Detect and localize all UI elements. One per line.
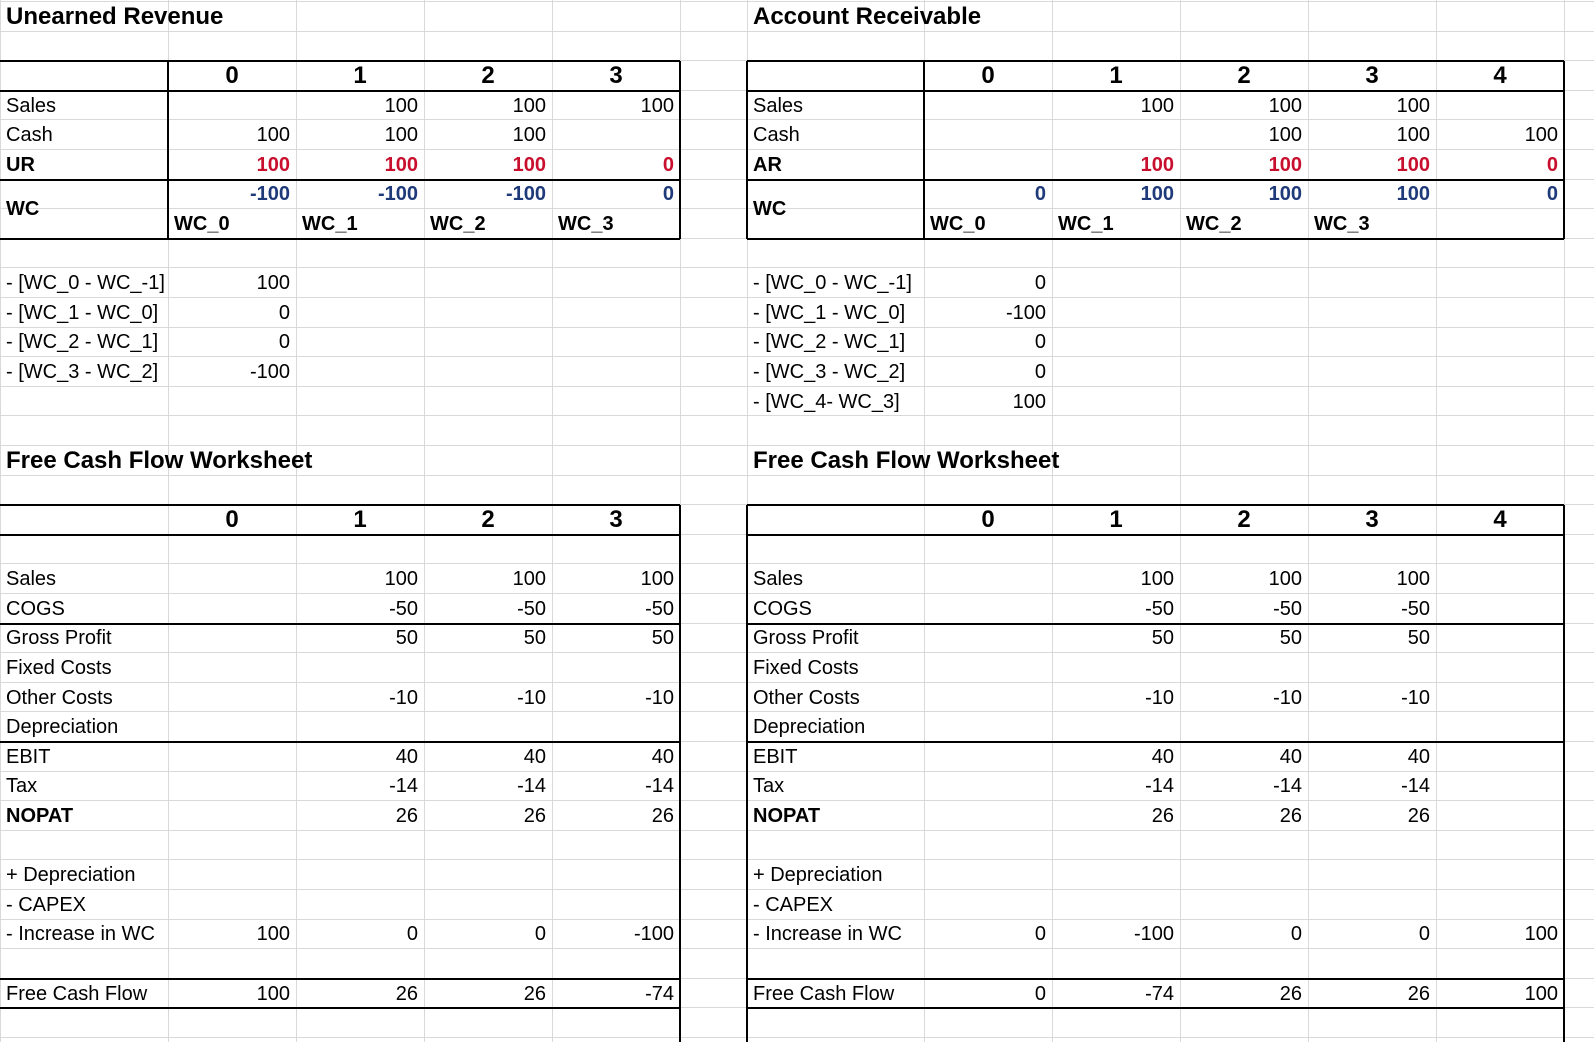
value-cell[interactable]: -14: [517, 775, 546, 798]
value-cell[interactable]: 26: [523, 982, 546, 1005]
value-cell[interactable]: 100: [384, 153, 418, 176]
period-header[interactable]: 1: [353, 61, 367, 89]
value-cell[interactable]: [168, 91, 296, 121]
value-cell[interactable]: [168, 683, 296, 713]
value-cell[interactable]: -10: [1401, 686, 1430, 709]
value-cell[interactable]: [168, 772, 296, 802]
row-label[interactable]: Free Cash Flow: [753, 982, 895, 1005]
value-cell[interactable]: [1436, 594, 1564, 624]
value-cell[interactable]: [296, 890, 424, 920]
value-cell[interactable]: [924, 91, 1052, 121]
value-cell[interactable]: [552, 890, 680, 920]
value-cell[interactable]: -10: [1273, 686, 1302, 709]
value-cell[interactable]: [924, 564, 1052, 594]
row-label[interactable]: AR: [753, 153, 782, 176]
value-cell[interactable]: [924, 594, 1052, 624]
period-header[interactable]: 2: [481, 61, 495, 89]
row-label[interactable]: Depreciation: [753, 716, 866, 739]
value-cell[interactable]: -50: [1401, 597, 1430, 620]
value-cell[interactable]: [924, 742, 1052, 772]
value-cell[interactable]: [1052, 712, 1180, 742]
wc-change-label[interactable]: - [WC_1 - WC_0]: [753, 301, 906, 324]
value-cell[interactable]: [552, 949, 680, 979]
row-label[interactable]: - CAPEX: [6, 893, 87, 916]
row-label[interactable]: Depreciation: [6, 716, 119, 739]
value-cell[interactable]: [924, 120, 1052, 150]
value-cell[interactable]: 50: [395, 627, 418, 650]
value-cell[interactable]: [1052, 890, 1180, 920]
fcf-title[interactable]: Free Cash Flow Worksheet: [753, 446, 1060, 474]
value-cell[interactable]: [1180, 831, 1308, 861]
value-cell[interactable]: -10: [1145, 686, 1174, 709]
value-cell[interactable]: [924, 624, 1052, 654]
value-cell[interactable]: [924, 860, 1052, 890]
value-cell[interactable]: [168, 594, 296, 624]
value-cell[interactable]: -14: [1145, 775, 1174, 798]
row-label[interactable]: Cash: [6, 124, 53, 147]
value-cell[interactable]: [924, 150, 1052, 180]
value-cell[interactable]: [1436, 624, 1564, 654]
row-label[interactable]: NOPAT: [753, 804, 821, 827]
row-label[interactable]: + Depreciation: [753, 864, 883, 887]
value-cell[interactable]: [924, 772, 1052, 802]
value-cell[interactable]: 100: [256, 982, 290, 1005]
row-label[interactable]: Gross Profit: [753, 627, 859, 650]
wc-change-label[interactable]: - [WC_2 - WC_1]: [6, 331, 159, 354]
value-cell[interactable]: [1052, 120, 1180, 150]
value-cell[interactable]: 100: [384, 568, 418, 591]
value-cell[interactable]: [1308, 890, 1436, 920]
value-cell[interactable]: [296, 653, 424, 683]
wc-name[interactable]: WC_3: [1314, 212, 1370, 235]
wc-change-value[interactable]: 0: [1034, 331, 1046, 354]
period-header[interactable]: 3: [1365, 61, 1379, 89]
value-cell[interactable]: -50: [1273, 597, 1302, 620]
value-cell[interactable]: [1436, 801, 1564, 831]
row-label[interactable]: - CAPEX: [753, 893, 834, 916]
period-header[interactable]: 0: [225, 505, 239, 533]
value-cell[interactable]: 100: [512, 153, 546, 176]
value-cell[interactable]: -100: [1133, 923, 1174, 946]
period-header[interactable]: 3: [609, 61, 623, 89]
value-cell[interactable]: 100: [512, 568, 546, 591]
value-cell[interactable]: 26: [1407, 982, 1430, 1005]
value-cell[interactable]: 100: [1396, 153, 1430, 176]
value-cell[interactable]: 100: [1524, 982, 1558, 1005]
value-cell[interactable]: [168, 890, 296, 920]
value-cell[interactable]: [1052, 949, 1180, 979]
wc-change-value[interactable]: 0: [1034, 272, 1046, 295]
value-cell[interactable]: 100: [1140, 153, 1174, 176]
row-label[interactable]: EBIT: [753, 745, 798, 768]
value-cell[interactable]: -50: [645, 597, 674, 620]
value-cell[interactable]: [1436, 683, 1564, 713]
value-cell[interactable]: 100: [1524, 923, 1558, 946]
row-label[interactable]: NOPAT: [6, 804, 74, 827]
value-cell[interactable]: -10: [645, 686, 674, 709]
row-label[interactable]: Sales: [753, 94, 804, 117]
value-cell[interactable]: [1308, 860, 1436, 890]
gridline: [0, 1037, 1594, 1038]
value-cell[interactable]: -100: [633, 923, 674, 946]
value-cell[interactable]: [1436, 712, 1564, 742]
value-cell[interactable]: [424, 860, 552, 890]
row-label[interactable]: - Increase in WC: [753, 923, 902, 946]
wc-label[interactable]: WC: [753, 198, 787, 221]
value-cell[interactable]: [168, 712, 296, 742]
value-cell[interactable]: -50: [389, 597, 418, 620]
value-cell[interactable]: 100: [256, 153, 290, 176]
value-cell[interactable]: 100: [512, 124, 546, 147]
value-cell[interactable]: [552, 653, 680, 683]
value-cell[interactable]: -10: [517, 686, 546, 709]
value-cell[interactable]: [1052, 653, 1180, 683]
period-header[interactable]: 4: [1493, 61, 1507, 89]
value-cell[interactable]: 40: [395, 745, 418, 768]
period-header[interactable]: 1: [1109, 61, 1123, 89]
fcf-title[interactable]: Free Cash Flow Worksheet: [6, 446, 313, 474]
value-cell[interactable]: [1180, 890, 1308, 920]
row-label[interactable]: Other Costs: [6, 686, 113, 709]
value-cell[interactable]: 50: [1407, 627, 1430, 650]
value-cell[interactable]: [168, 653, 296, 683]
value-cell[interactable]: [296, 949, 424, 979]
value-cell[interactable]: 100: [256, 923, 290, 946]
wc-change-value[interactable]: 0: [278, 301, 290, 324]
wc-name[interactable]: WC_3: [558, 212, 614, 235]
period-header[interactable]: 0: [981, 61, 995, 89]
value-cell[interactable]: [1052, 860, 1180, 890]
value-cell[interactable]: 0: [1034, 923, 1046, 946]
value-cell[interactable]: 50: [651, 627, 674, 650]
row-label[interactable]: EBIT: [6, 745, 51, 768]
wc-name[interactable]: [1436, 209, 1564, 239]
value-cell[interactable]: [1436, 949, 1564, 979]
value-cell[interactable]: [1180, 712, 1308, 742]
ur-title[interactable]: Unearned Revenue: [6, 2, 224, 30]
value-cell[interactable]: [1436, 91, 1564, 121]
period-header[interactable]: 2: [1237, 61, 1251, 89]
value-cell[interactable]: [924, 831, 1052, 861]
value-cell[interactable]: [424, 949, 552, 979]
period-header[interactable]: 0: [981, 505, 995, 533]
value-cell[interactable]: [552, 120, 680, 150]
value-cell[interactable]: 0: [1418, 923, 1430, 946]
value-cell[interactable]: 26: [1407, 804, 1430, 827]
value-cell[interactable]: [168, 742, 296, 772]
value-cell[interactable]: -74: [1145, 982, 1174, 1005]
wc-value[interactable]: 0: [662, 183, 674, 206]
row-label[interactable]: Gross Profit: [6, 627, 112, 650]
value-cell[interactable]: 50: [523, 627, 546, 650]
value-cell[interactable]: [924, 712, 1052, 742]
value-cell[interactable]: 100: [640, 94, 674, 117]
value-cell[interactable]: 26: [1151, 804, 1174, 827]
value-cell[interactable]: 100: [1268, 124, 1302, 147]
wc-change-label[interactable]: - [WC_4- WC_3]: [753, 390, 900, 413]
wc-value[interactable]: 100: [1140, 183, 1174, 206]
value-cell[interactable]: [924, 949, 1052, 979]
value-cell[interactable]: -14: [1401, 775, 1430, 798]
value-cell[interactable]: [924, 683, 1052, 713]
value-cell[interactable]: 26: [1279, 804, 1302, 827]
value-cell[interactable]: 100: [1140, 94, 1174, 117]
wc-change-value[interactable]: 0: [278, 331, 290, 354]
period-header[interactable]: 4: [1493, 505, 1507, 533]
wc-name[interactable]: WC_1: [1058, 212, 1114, 235]
value-cell[interactable]: [1052, 831, 1180, 861]
period-header[interactable]: 3: [1365, 505, 1379, 533]
value-cell[interactable]: 40: [1279, 745, 1302, 768]
value-cell[interactable]: [552, 712, 680, 742]
value-cell[interactable]: 100: [384, 124, 418, 147]
value-cell[interactable]: [296, 860, 424, 890]
value-cell[interactable]: 50: [1151, 627, 1174, 650]
value-cell[interactable]: 40: [523, 745, 546, 768]
value-cell[interactable]: [168, 624, 296, 654]
wc-change-value[interactable]: 0: [1034, 360, 1046, 383]
value-cell[interactable]: 0: [1546, 153, 1558, 176]
value-cell[interactable]: [924, 653, 1052, 683]
row-label[interactable]: [0, 831, 168, 861]
wc-value[interactable]: 0: [1546, 183, 1558, 206]
value-cell[interactable]: [552, 831, 680, 861]
wc-change-value[interactable]: 100: [256, 272, 290, 295]
period-header[interactable]: 3: [609, 505, 623, 533]
value-cell[interactable]: [1436, 653, 1564, 683]
value-cell[interactable]: 26: [395, 804, 418, 827]
wc-value[interactable]: -100: [505, 183, 546, 206]
row-label[interactable]: COGS: [753, 597, 812, 620]
value-cell[interactable]: [424, 890, 552, 920]
value-cell[interactable]: [1180, 949, 1308, 979]
value-cell[interactable]: 100: [256, 124, 290, 147]
value-cell[interactable]: 26: [523, 804, 546, 827]
row-label[interactable]: Sales: [753, 568, 804, 591]
value-cell[interactable]: [1436, 831, 1564, 861]
row-label[interactable]: [747, 831, 924, 861]
wc-change-value[interactable]: 100: [1012, 390, 1046, 413]
value-cell[interactable]: 100: [1396, 94, 1430, 117]
value-cell[interactable]: [168, 831, 296, 861]
row-label[interactable]: - Increase in WC: [6, 923, 155, 946]
row-label[interactable]: Fixed Costs: [6, 656, 112, 679]
wc-change-label[interactable]: - [WC_0 - WC_-1]: [753, 272, 912, 295]
wc-change-label[interactable]: - [WC_1 - WC_0]: [6, 301, 159, 324]
value-cell[interactable]: [1436, 564, 1564, 594]
value-cell[interactable]: [424, 712, 552, 742]
value-cell[interactable]: [1308, 949, 1436, 979]
value-cell[interactable]: -50: [1145, 597, 1174, 620]
value-cell[interactable]: [424, 831, 552, 861]
value-cell[interactable]: [1308, 712, 1436, 742]
value-cell[interactable]: 100: [1396, 568, 1430, 591]
value-cell[interactable]: 0: [1034, 982, 1046, 1005]
value-cell[interactable]: [552, 860, 680, 890]
value-cell[interactable]: 100: [1396, 124, 1430, 147]
value-cell[interactable]: [1436, 772, 1564, 802]
value-cell[interactable]: -10: [389, 686, 418, 709]
value-cell[interactable]: [296, 831, 424, 861]
row-label[interactable]: Free Cash Flow: [6, 982, 148, 1005]
row-label[interactable]: [0, 949, 168, 979]
value-cell[interactable]: [168, 949, 296, 979]
value-cell[interactable]: 100: [384, 94, 418, 117]
wc-name[interactable]: WC_2: [1186, 212, 1242, 235]
wc-name[interactable]: WC_2: [430, 212, 486, 235]
value-cell[interactable]: 50: [1279, 627, 1302, 650]
value-cell[interactable]: 40: [1151, 745, 1174, 768]
row-label[interactable]: Tax: [6, 775, 38, 798]
value-cell[interactable]: [1436, 860, 1564, 890]
ar-title[interactable]: Account Receivable: [753, 2, 982, 30]
value-cell[interactable]: [1180, 860, 1308, 890]
wc-change-value[interactable]: -100: [1005, 301, 1046, 324]
wc-value[interactable]: -100: [377, 183, 418, 206]
wc-label[interactable]: WC: [6, 198, 40, 221]
wc-change-label[interactable]: - [WC_0 - WC_-1]: [6, 272, 165, 295]
period-header[interactable]: 1: [353, 505, 367, 533]
row-label[interactable]: UR: [6, 153, 35, 176]
wc-name[interactable]: WC_1: [302, 212, 358, 235]
row-label[interactable]: + Depreciation: [6, 864, 136, 887]
period-header[interactable]: 1: [1109, 505, 1123, 533]
row-label[interactable]: COGS: [6, 597, 65, 620]
row-label[interactable]: Sales: [6, 568, 57, 591]
value-cell[interactable]: [168, 860, 296, 890]
row-label[interactable]: Other Costs: [753, 686, 860, 709]
value-cell[interactable]: 26: [651, 804, 674, 827]
value-cell[interactable]: -14: [389, 775, 418, 798]
value-cell[interactable]: [424, 653, 552, 683]
value-cell[interactable]: -14: [1273, 775, 1302, 798]
value-cell[interactable]: [1308, 831, 1436, 861]
period-header[interactable]: 2: [481, 505, 495, 533]
row-label[interactable]: Fixed Costs: [753, 656, 859, 679]
value-cell[interactable]: 100: [1268, 153, 1302, 176]
wc-value[interactable]: 100: [1396, 183, 1430, 206]
value-cell[interactable]: 100: [1268, 568, 1302, 591]
value-cell[interactable]: 40: [651, 745, 674, 768]
row-label[interactable]: Cash: [753, 124, 800, 147]
value-cell[interactable]: [1436, 742, 1564, 772]
wc-name[interactable]: WC_0: [174, 212, 230, 235]
value-cell[interactable]: -50: [517, 597, 546, 620]
wc-change-label[interactable]: - [WC_3 - WC_2]: [753, 360, 906, 383]
value-cell[interactable]: 26: [395, 982, 418, 1005]
value-cell[interactable]: [924, 801, 1052, 831]
wc-change-value[interactable]: -100: [249, 360, 290, 383]
value-cell[interactable]: [1436, 890, 1564, 920]
wc-value[interactable]: 100: [1268, 183, 1302, 206]
value-cell[interactable]: 100: [512, 94, 546, 117]
row-label[interactable]: Sales: [6, 94, 57, 117]
value-cell[interactable]: [1308, 653, 1436, 683]
value-cell[interactable]: 0: [534, 923, 546, 946]
value-cell[interactable]: -14: [645, 775, 674, 798]
value-cell[interactable]: [924, 890, 1052, 920]
value-cell[interactable]: 100: [1140, 568, 1174, 591]
wc-value[interactable]: -100: [249, 183, 290, 206]
wc-change-label[interactable]: - [WC_2 - WC_1]: [753, 331, 906, 354]
value-cell[interactable]: -74: [645, 982, 674, 1005]
value-cell[interactable]: [1180, 653, 1308, 683]
value-cell[interactable]: 0: [662, 153, 674, 176]
value-cell[interactable]: 100: [1524, 124, 1558, 147]
value-cell[interactable]: 0: [406, 923, 418, 946]
value-cell[interactable]: 40: [1407, 745, 1430, 768]
wc-name[interactable]: WC_0: [930, 212, 986, 235]
value-cell[interactable]: 100: [640, 568, 674, 591]
value-cell[interactable]: 0: [1290, 923, 1302, 946]
value-cell[interactable]: 26: [1279, 982, 1302, 1005]
period-header[interactable]: 2: [1237, 505, 1251, 533]
value-cell[interactable]: [168, 801, 296, 831]
value-cell[interactable]: [168, 564, 296, 594]
row-label[interactable]: Tax: [753, 775, 785, 798]
period-header[interactable]: 0: [225, 61, 239, 89]
row-label[interactable]: [747, 949, 924, 979]
value-cell[interactable]: [296, 712, 424, 742]
wc-value[interactable]: 0: [1034, 183, 1046, 206]
value-cell[interactable]: 100: [1268, 94, 1302, 117]
wc-change-label[interactable]: - [WC_3 - WC_2]: [6, 360, 159, 383]
